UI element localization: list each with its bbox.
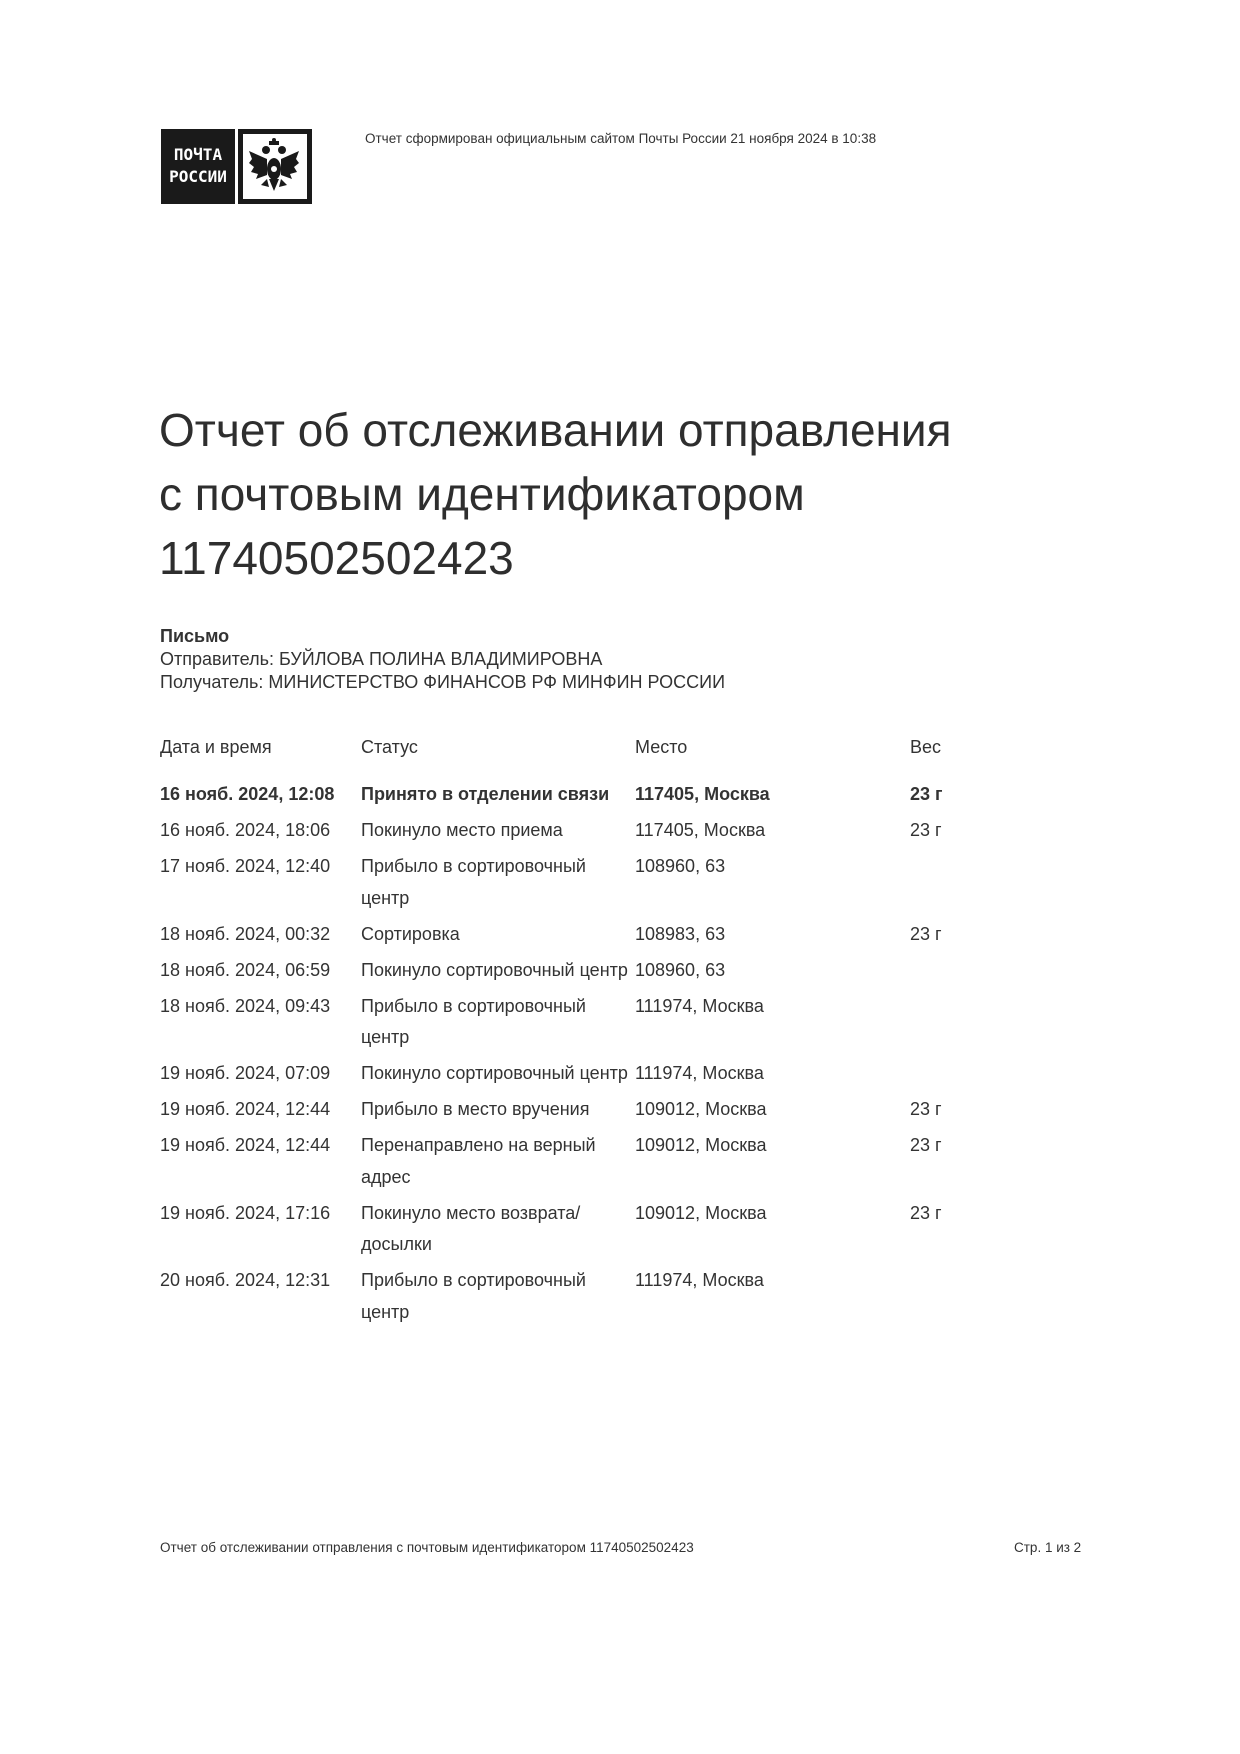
table-row [160,919,990,955]
svg-text:РОССИИ: РОССИИ [169,167,227,186]
event-place: 109012, Москва [635,1135,767,1155]
event-weight [910,851,990,919]
event-place: 108983, 63 [635,923,726,944]
event-status: Сортировка [361,923,460,944]
table-row [160,1130,990,1198]
event-weight: 23 г [910,784,943,804]
event-weight [910,991,990,1059]
event-weight [910,1058,990,1094]
event-date: 19 нояб. 2024, 12:44 [160,1099,331,1119]
event-place: 111974, Москва [635,1270,764,1290]
footer-document-title: Отчет об отслеживании отправления с почтовым идентификатором 11740502502423 [160,1540,694,1555]
shipment-kind: Письмо [160,626,230,646]
table-row [160,779,990,815]
event-place: 109012, Москва [635,1202,767,1223]
event-date: 18 нояб. 2024, 00:32 [160,923,331,944]
table-row [160,991,990,1059]
column-header-weight: Вес [910,737,942,757]
event-place: 117405, Москва [635,820,766,840]
event-status: Покинуло сортировочный центр [361,1063,628,1083]
event-date: 16 нояб. 2024, 12:08 [160,784,335,804]
event-weight: 23 г [910,1135,942,1155]
event-status: Покинуло сортировочный центр [361,959,628,980]
table-row [160,955,990,991]
pochta-rossii-logo [161,129,312,204]
event-date: 16 нояб. 2024, 18:06 [160,820,331,840]
event-place: 111974, Москва [635,1063,764,1083]
event-date: 19 нояб. 2024, 07:09 [160,1063,331,1083]
event-date: 18 нояб. 2024, 09:43 [160,995,331,1016]
page-title [159,398,952,590]
tracking-id: 11740502502423 [159,532,514,584]
event-status: Прибыло в сортировочный центр [361,995,586,1047]
event-date: 20 нояб. 2024, 12:31 [160,1270,331,1290]
event-status: Перенаправлено на верный адрес [361,1135,596,1187]
event-place: 108960, 63 [635,959,726,980]
event-place: 117405, Москва [635,784,770,804]
event-weight: 23 г [910,1202,942,1223]
event-date: 17 нояб. 2024, 12:40 [160,856,331,876]
event-weight [910,1265,990,1333]
event-place: 108960, 63 [635,856,726,876]
event-status: Прибыло в сортировочный центр [361,856,586,908]
event-date: 18 нояб. 2024, 06:59 [160,959,331,980]
svg-text:ПОЧТА: ПОЧТА [173,145,223,164]
column-header-status: Статус [361,737,418,757]
table-row [160,1058,990,1094]
tracking-events-table [160,735,990,1333]
event-status: Принято в отделении связи [361,784,610,804]
shipment-info [160,625,725,694]
event-weight: 23 г [910,820,942,840]
title-line-2: с почтовым идентификатором [159,468,805,520]
table-row [160,851,990,919]
table-row [160,815,990,851]
event-place: 109012, Москва [635,1099,767,1119]
recipient: Получатель: МИНИСТЕРСТВО ФИНАНСОВ РФ МИНФИН РОССИИ [160,672,726,692]
page-number: Стр. 1 из 2 [1014,1540,1082,1555]
report-generated-note: Отчет сформирован официальным сайтом Почты России 21 ноября 2024 в 10:38 [365,131,877,146]
event-weight [910,955,990,991]
table-header-row [160,735,990,779]
event-status: Прибыло в сортировочный центр [361,1270,586,1322]
event-weight: 23 г [910,1099,942,1119]
column-header-date: Дата и время [160,737,272,757]
event-place: 111974, Москва [635,995,764,1016]
table-row [160,1198,990,1266]
sender: Отправитель: БУЙЛОВА ПОЛИНА ВЛАДИМИРОВНА [160,649,603,669]
event-date: 19 нояб. 2024, 17:16 [160,1202,331,1223]
table-row [160,1094,990,1130]
column-header-place: Место [635,737,688,757]
event-date: 19 нояб. 2024, 12:44 [160,1135,331,1155]
table-row [160,1265,990,1333]
event-status: Прибыло в место вручения [361,1099,590,1119]
event-status: Покинуло место приема [361,820,563,840]
event-weight: 23 г [910,923,942,944]
event-status: Покинуло место возврата/ досылки [361,1202,581,1254]
title-line-1: Отчет об отслеживании отправления [159,404,952,456]
